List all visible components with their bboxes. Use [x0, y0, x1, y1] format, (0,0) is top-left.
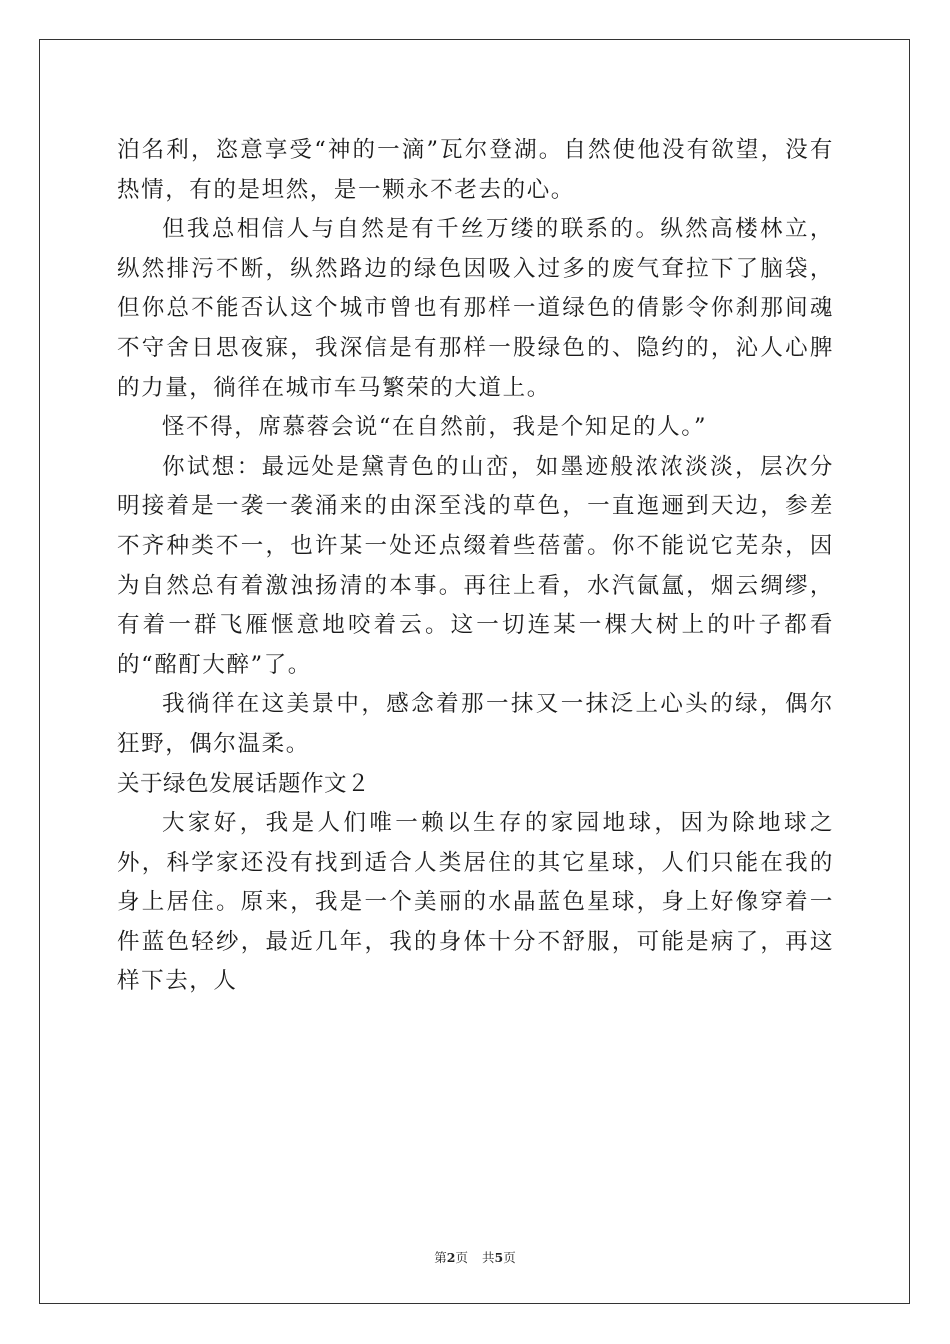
paragraph-6: 大家好，我是人们唯一赖以生存的家园地球，因为除地球之外，科学家还没有找到适合人类居住的其它星球，人们只能在我的身上居住。原来，我是一个美丽的水晶蓝色星球，身上好像穿着一件蓝色轻纱，最近几年，我的身体十分不舒服，可能是病了，再这样下去，人: [117, 810, 834, 995]
section-heading: 关于绿色发展话题作文２: [117, 770, 371, 797]
page-number: 2: [446, 1250, 456, 1265]
paragraph-3: 怪不得，席慕蓉会说“在自然前，我是个知足的人。”: [162, 414, 708, 441]
total-pages: 5: [494, 1250, 504, 1265]
page-suffix: 页: [455, 1250, 468, 1265]
paragraph-4: 你试想：最远处是黛青色的山峦，如墨迹般浓浓淡淡，层次分明接着是一袭一袭涌来的由深至浅的草色，一直迤逦到天边，参差不齐种类不一，也许某一处还点缀着些蓓蕾。你不能说它芜杂，因为自然总有着激浊扬清的本事。再往上看，水汽氤氲，烟云绸缪，有着一群飞雁惬意地咬着云。这一切连某一棵大树上的叶子都看的“酩酊大醉”了。: [117, 453, 834, 678]
paragraph-1: 泊名利，恣意享受“神的一滴”瓦尔登湖。自然使他没有欲望，没有热情，有的是坦然，是一颗永不老去的心。: [117, 137, 834, 203]
paragraph-5: 我徜徉在这美景中，感念着那一抹又一抹泛上心头的绿，偶尔狂野，偶尔温柔。: [117, 691, 834, 757]
paragraph-2: 但我总相信人与自然是有千丝万缕的联系的。纵然高楼林立，纵然排污不断，纵然路边的绿色因吸入过多的废气耷拉下了脑袋，但你总不能否认这个城市曾也有那样一道绿色的倩影令你刹那间魂不守舍日思夜寐，我深信是有那样一股绿色的、隐约的，沁人心脾的力量，徜徉在城市车马繁荣的大道上。: [117, 216, 834, 401]
total-suffix: 页: [503, 1250, 516, 1265]
total-prefix: 共: [482, 1250, 495, 1265]
page-footer: [0, 1248, 950, 1266]
document-body: [117, 131, 834, 1002]
page-prefix: 第: [434, 1250, 447, 1265]
